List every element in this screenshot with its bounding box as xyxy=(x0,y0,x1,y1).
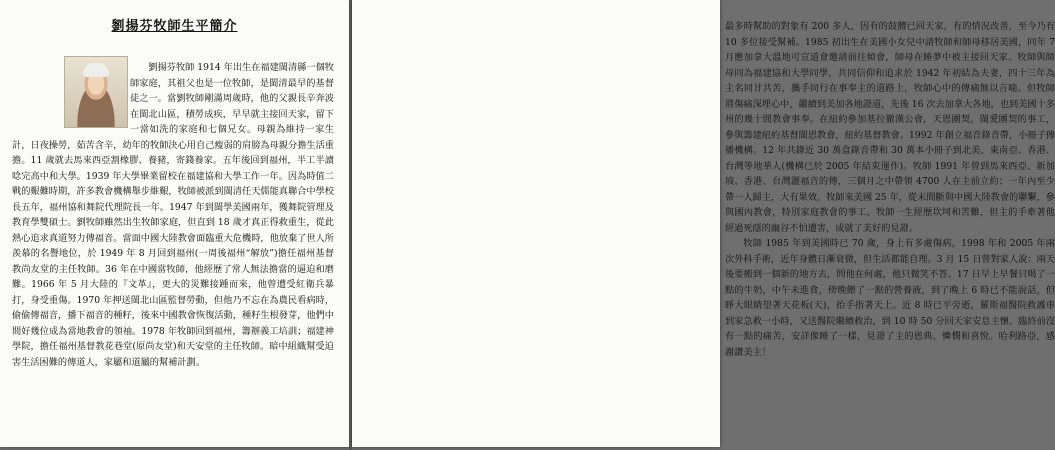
left-page xyxy=(0,0,349,447)
page-title: 劉揚芬牧師生平簡介 xyxy=(111,19,238,34)
final-years-paragraph: 牧師 1985 年到美國時已 70 歲，身上有多處傷病，1998 年和 2005 年兩次外科手術，近年身體日漸衰微，但生活都能自理。3 月 15 日曾對家人說：兩天後要搬到一個新的地方去，問他在何處，他只微笑不答。17 日早上早餐只喝了一點的牛奶，中午未進食，傍晚餵了一點的營養液，到了晚上 6 時已不能說話，但睜大眼睛望著天花板(天)，抬手指著天上。近 8 時已平旁逝，羅斯福醫院救護車到家急救一小時，又送醫院繼續救治，到 10 時 50 分回天家安息主懷。臨終前沒有一點的痛苦，安詳像睡了一樣，見證了主的恩典、憐憫和喜悅。哈利路亞，感謝讚美主！ xyxy=(725,238,1055,358)
biography-continued-paragraph: 最多時幫助的對象有 200 多人，因有的鼓體已回天家，有的情況改善，至今乃有 10 多位接受幫補。1985 初出生在美國小女兒中請牧師和師母移居美國，同年 7 月應加拿大溫地可宣道會邀請前往傾會，師母在睡夢中被主接回天家。牧師與師母同為福建協和大學同學，共同信仰和追求於 1942 年初結為夫妻，四十三年為主名同甘共苦，攜手同行在事奉主的道路上，牧師心中的傳痛無以言喻。但牧師將傷痛深埋心中，繼續到美加各地證道，先後 16 次去加拿大各地，也到美國十多州的幾十間教會事奉。在紐約參加基拉徹漢公會，天恩團契，閩愛團契的事工，參與籌建紐約基督閩恩教會，紐約基督教會。1992 年創立福音錄音帶，小冊子傳播機構。12 年共錄近 30 萬盒錄音帶和 30 萬本小冊子到北美、東南亞、香港、台灣等地華人(機構已於 2005 年結束運作)。牧師 1991 年曾到馬來西亞、新加坡、香港、台灣灑福音的傳，三個月之中帶領 4700 人在主前立約；一年內至少帶一人歸主，大有果效。牧師來美國 25 年，從未間斷與中國大陸教會的聯繫，參與國內教會，特別家庭教會的事工。牧師一生經歷坎坷和苦難，但主的手牽著他經過死蔭的幽谷不怕遭害，成就了美好的見證。 xyxy=(725,21,1055,234)
right-text-column xyxy=(725,19,1055,360)
right-page xyxy=(352,0,1055,447)
biography-paragraph: 劉揚芬牧師 1914 年出生在福建閩清縣一個牧師家庭，其祖父也是一位牧師，是閩清最早的基督徒之一。當劉牧師剛滿周歲時，他的父親長辛奔波在閩北山區，積勞成疾，早早就主接回天家，留下一當如洗的家庭和七個兄女。母親為維持一家生計，日夜操勞，茹苦含辛，幼年的牧師決心用自己瘦弱的肩膀為母親分擔生活重擔。11 歲就去馬來西亞割橡膠、養豬，寄錢養家。五年後回到福州，半工半讀唸完高中和大學。1939 年大學畢業留校在福建協和大學工作一年。因為時值二戰的艱難時期，許多教會機構舉步維艱，牧師被派到閩清任天儒能真聯合中學校長五年，福州協和舞院代理院長一年。1947 年到閩學美國兩年，獲舞院管理及教育學雙碩士。劉牧師雖然出生牧師家庭，但直到 18 歲才真正得救重生，從此熱心追求真道努力傳福音。當面中國大陸教會面臨重大危機時，他放棄了世人所羨慕的名譽地位，於 1949 年 8 月回到福州(一周後福州“解放”)擔任福州基督教尚友堂的主任牧師。36 年在中國當牧師，他經歷了常人無法擔當的逼迫和磨難。1966 年 5 月大陸的『文革』，更大的災難接踵而來，他曾遭受紅衛兵暴打，身受重傷。1970 年押送閩北山區監督勞動，但他乃不忘在為農民看病時，偷偷傳福音，播下福音的種籽，後來中國教會恢復活動，種籽生根發芽，他們中間好幾位成為當地教會的領袖。1978 年牧師回到福州，籌辦義工培訓；福建神學院，擔任福州基督教花巷堂(原尚友堂)和天安堂的主任牧師。暗中組織幫受迫害生活困難的傳道人，家屬和道屬的幫補計劃。 xyxy=(12,62,334,368)
left-text-column xyxy=(12,60,334,370)
photo-wrap-space xyxy=(12,60,130,130)
